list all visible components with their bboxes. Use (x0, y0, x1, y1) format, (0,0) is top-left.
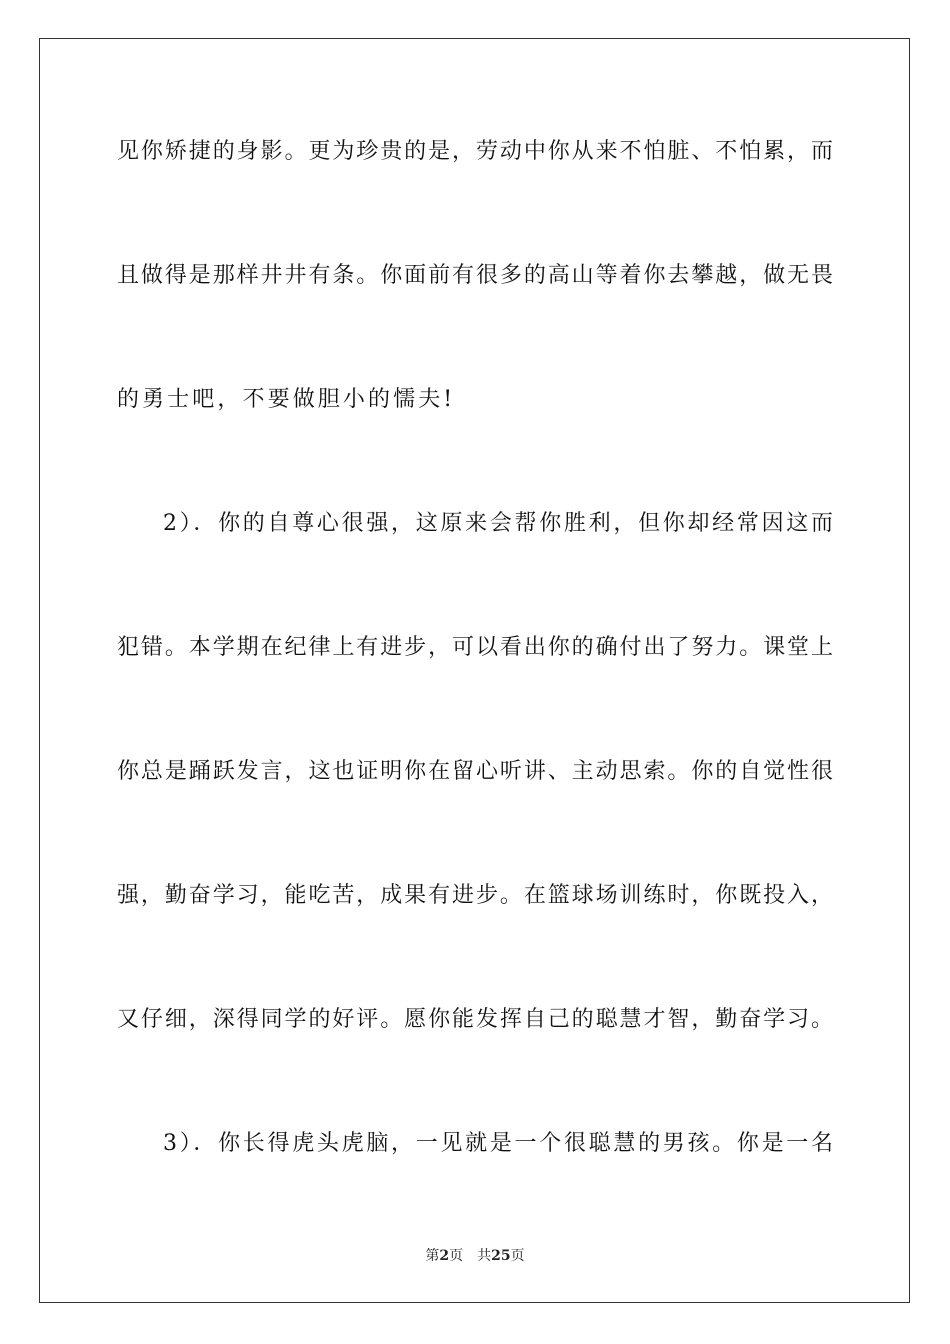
total-prefix: 共 (477, 1248, 492, 1264)
page-footer (0, 1246, 950, 1266)
text-line-3: 的勇士吧，不要做胆小的懦夫! (117, 387, 456, 412)
text-line-9: 3）．你长得虎头虎脑，一见就是一个很聪慧的男孩。你是一名 (163, 1131, 833, 1156)
page-number: 2 (439, 1248, 450, 1264)
text-line-2: 且做得是那样井井有条。你面前有很多的高山等着你去攀越，做无畏 (117, 263, 833, 288)
document-body (117, 132, 833, 1248)
text-line-8: 又仔细，深得同学的好评。愿你能发挥自己的聪慧才智，勤奋学习。 (117, 1007, 833, 1032)
text-line-4: 2）．你的自尊心很强，这原来会帮你胜利，但你却经常因这而 (163, 511, 833, 536)
text-line-7: 强，勤奋学习，能吃苦，成果有进步。在篮球场训练时，你既投入， (117, 883, 833, 908)
total-suffix: 页 (510, 1248, 525, 1264)
text-line-6: 你总是踊跃发言，这也证明你在留心听讲、主动思索。你的自觉性很 (117, 759, 833, 784)
page-prefix: 第 (425, 1248, 440, 1264)
total-pages: 25 (491, 1248, 511, 1264)
text-line-5: 犯错。本学期在纪律上有进步，可以看出你的确付出了努力。课堂上 (117, 635, 833, 660)
text-line-1: 见你矫捷的身影。更为珍贵的是，劳动中你从来不怕脏、不怕累，而 (117, 139, 833, 164)
page-suffix: 页 (449, 1248, 464, 1264)
